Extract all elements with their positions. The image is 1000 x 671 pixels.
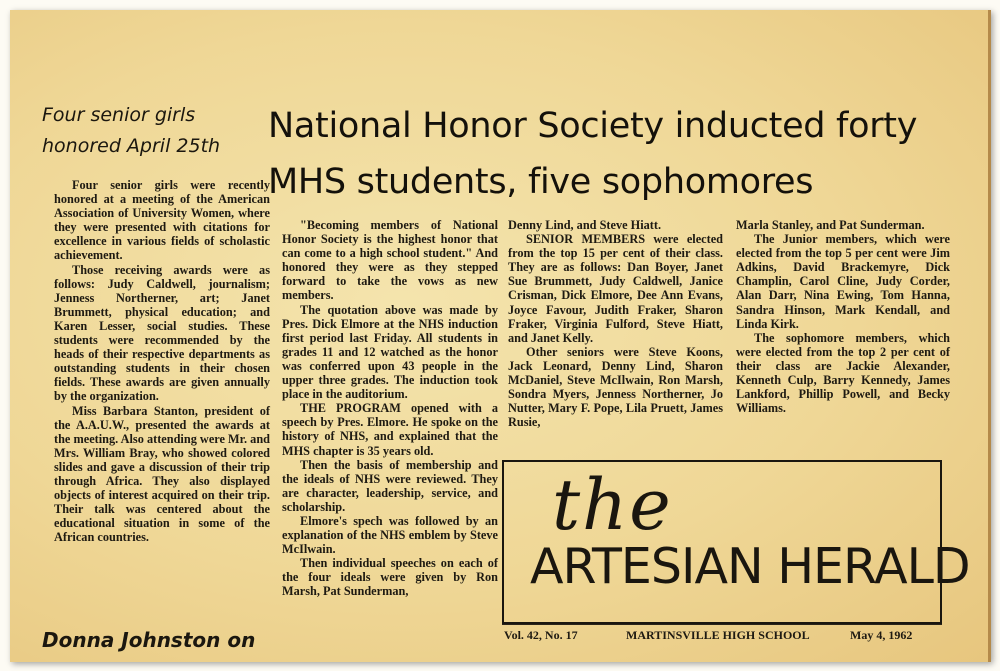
program-kicker: THE PROGRAM: [300, 401, 401, 416]
side-headline-line-2: honored April 25th: [42, 135, 221, 157]
article-paragraph: Other seniors were Steve Koons, Jack Leonard, Denny Lind, Sharon McDaniel, Steve McIlwain, Ron Marsh, Sondra Myers, Jenness Northerner, Jo Nutter, Mary F. Pope, Lila Pruett, James Rusie,: [508, 344, 723, 430]
issue-school: MARTINSVILLE HIGH SCHOOL: [626, 628, 810, 642]
program-text: opened with a speech by Pres. Elmore. He spoke on the history of NHS, and explained that the MHS chapter is 35 years old.: [282, 401, 498, 458]
article-paragraph-senior: [508, 232, 723, 345]
article-paragraph: The sophomore members, which were elected from the top 2 per cent of their class are Jackie Alexander, Kenneth Culp, Barry Kennedy, James Lankford, Phillip Powell, and Becky Williams.: [736, 330, 950, 416]
article-paragraph: The quotation above was made by Pres. Dick Elmore at the NHS induction first period last Friday. All students in grades 11 and 12 watched as the honor was conferred upon 43 people in the upper three grades. The induction took place in the auditorium.: [282, 302, 498, 402]
masthead-the: the: [552, 464, 673, 546]
side-paragraph: Four senior girls were recently honored at a meeting of the American Association of University Women, where they were presented with citations for excellence in various fields of scholastic achievement.: [54, 178, 270, 263]
article-paragraph: Marla Stanley, and Pat Sunderman.: [736, 218, 925, 232]
side-story-headline: [42, 100, 272, 162]
masthead-title: ARTESIAN HERALD: [530, 538, 970, 595]
side-paragraph: Those receiving awards were as follows: Judy Caldwell, journalism; Jenness Northerner, art; Janet Brummett, physical education; and Karen Lesser, social studies. These students were recommended by the heads of their respective departments as outstanding students in their chosen fields. These awards are given annually by the organization.: [54, 262, 270, 404]
senior-text: were elected from the top 15 per cent of their class. They are as follows: Dan Boyer, Janet Sue Brummett, Judy Caldwell, Janice Crisman, Dick Elmore, Dee Ann Evans, Joyce Favour, Judith Fraker, Sharon Fraker, Virginia Fulford, Steve Hiatt, and Janet Kelly.: [508, 232, 723, 345]
side-headline-line-1: Four senior girls: [42, 104, 196, 126]
issue-rule-top: [502, 624, 942, 625]
main-story-column-3: [736, 218, 950, 415]
side-paragraph: Miss Barbara Stanton, president of the A.A.U.W., presented the awards at the meeting. Also attending were Mr. and Mrs. William Bray, who showed colored slides and gave a discussion of their trip through Africa. They also displayed objects of interest acquired on their trip. Their talk was centered about the educational situation in some of the African countries.: [54, 403, 270, 545]
side-story-body: [54, 178, 270, 544]
article-paragraph: Denny Lind, and Steve Hiatt.: [508, 218, 662, 232]
main-headline-line-1: National Honor Society inducted forty: [268, 106, 918, 146]
masthead-box: [502, 460, 970, 624]
article-paragraph: The Junior members, which were elected from the top 5 per cent were Jim Adkins, David Brackemyre, Dick Champlin, Carol Cline, Judy Corder, Alan Darr, Nina Ewing, Tom Hanna, Sandra Hinson, Mark Kendall, and Linda Kirk.: [736, 232, 950, 331]
article-paragraph: "Becoming members of National Honor Society is the highest honor that can come to a high school student." And honored they were as they stepped forward to take the vows as new members.: [282, 218, 498, 303]
issue-volume: Vol. 42, No. 17: [504, 628, 578, 642]
article-paragraph: Elmore's spech was followed by an explanation of the NHS emblem by Steve McIlwain.: [282, 513, 498, 557]
article-paragraph-program: [282, 401, 498, 457]
article-paragraph: Then the basis of membership and the ideals of NHS were reviewed. They are character, leadership, service, and scholarship.: [282, 457, 498, 514]
main-headline-line-2: MHS students, five sophomores: [268, 162, 814, 202]
next-story-headline: Donna Johnston on: [42, 628, 256, 652]
main-story-column-2: [508, 218, 723, 429]
main-story-column-1: [282, 218, 498, 599]
senior-kicker: SENIOR MEMBERS: [526, 232, 646, 247]
article-paragraph: Then individual speeches on each of the four ideals were given by Ron Marsh, Pat Sunderman,: [282, 556, 498, 599]
issue-date: May 4, 1962: [850, 628, 913, 642]
main-headline: [268, 98, 968, 210]
